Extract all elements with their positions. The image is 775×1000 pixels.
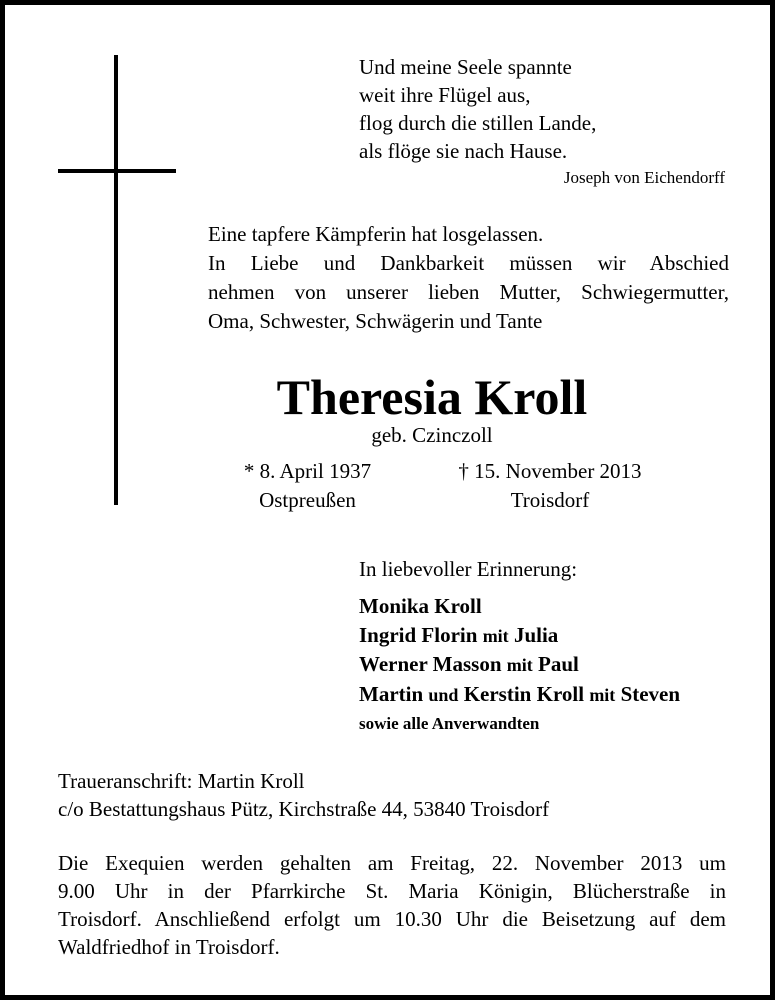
service-line: 9.00 Uhr in der Pfarrkirche St. Maria Königin, Blücherstraße in [58,879,726,903]
birth-date: * 8. April 1937 [243,459,372,483]
connector-word: mit [482,625,509,646]
birth-name: geb. Czinczoll [371,423,493,447]
cross-horizontal-bar [58,169,176,173]
mourner-name: Kerstin Kroll [463,681,585,706]
mourners-closing: sowie alle Anverwandten [359,714,540,733]
address-line: Traueranschrift: Martin Kroll [58,769,305,793]
mourner-name: Martin [359,681,424,706]
deceased-name: Theresia Kroll [276,369,588,425]
intro-line: Oma, Schwester, Schwägerin und Tante [208,309,543,333]
address-line: c/o Bestattungshaus Pütz, Kirchstraße 44, 53840 Troisdorf [58,797,550,821]
poem-line: als flöge sie nach Hause. [359,139,568,163]
poem-line: weit ihre Flügel aus, [359,83,531,107]
mourner-line [359,680,680,710]
poem-line: Und meine Seele spannte [359,55,572,79]
poem-author: Joseph von Eichendorff [563,168,725,187]
intro-text [208,220,729,336]
mourner-name: Monika Kroll [359,594,482,618]
poem [359,53,596,165]
mourner-name: Ingrid Florin [359,622,478,647]
mourners-list [359,592,680,739]
death-date: † 15. November 2013 [458,459,642,483]
intro-line: In Liebe und Dankbarkeit müssen wir Abschied [208,251,729,275]
service-line: Die Exequien werden gehalten am Freitag, 22. November 2013 um [58,851,726,875]
mourner-line [359,592,680,621]
mourning-address [58,767,549,823]
mourner-name: Werner Masson [359,652,502,676]
service-line: Troisdorf. Anschließend erfolgt um 10.30 Uhr die Beisetzung auf dem [58,907,726,931]
mourner-line [359,621,680,651]
cross-vertical-bar [114,55,118,505]
memory-intro: In liebevoller Erinnerung: [359,557,578,581]
connector-word: und [428,684,459,705]
connector-word: mit [506,655,533,675]
mourner-name: Steven [620,681,681,706]
death-block [435,457,665,515]
birth-block [215,457,400,515]
birth-place: Ostpreußen [259,488,356,512]
intro-line: Eine tapfere Kämpferin hat losgelassen. [208,222,544,246]
service-info [58,849,726,961]
death-place: Troisdorf [510,488,590,512]
service-line: Waldfriedhof in Troisdorf. [58,935,280,959]
mourner-line [359,650,680,680]
mourner-name: Julia [513,622,559,647]
intro-line: nehmen von unserer lieben Mutter, Schwiegermutter, [208,280,729,304]
connector-word: mit [589,684,616,705]
poem-line: flog durch die stillen Lande, [359,111,597,135]
mourner-name: Paul [538,652,579,676]
